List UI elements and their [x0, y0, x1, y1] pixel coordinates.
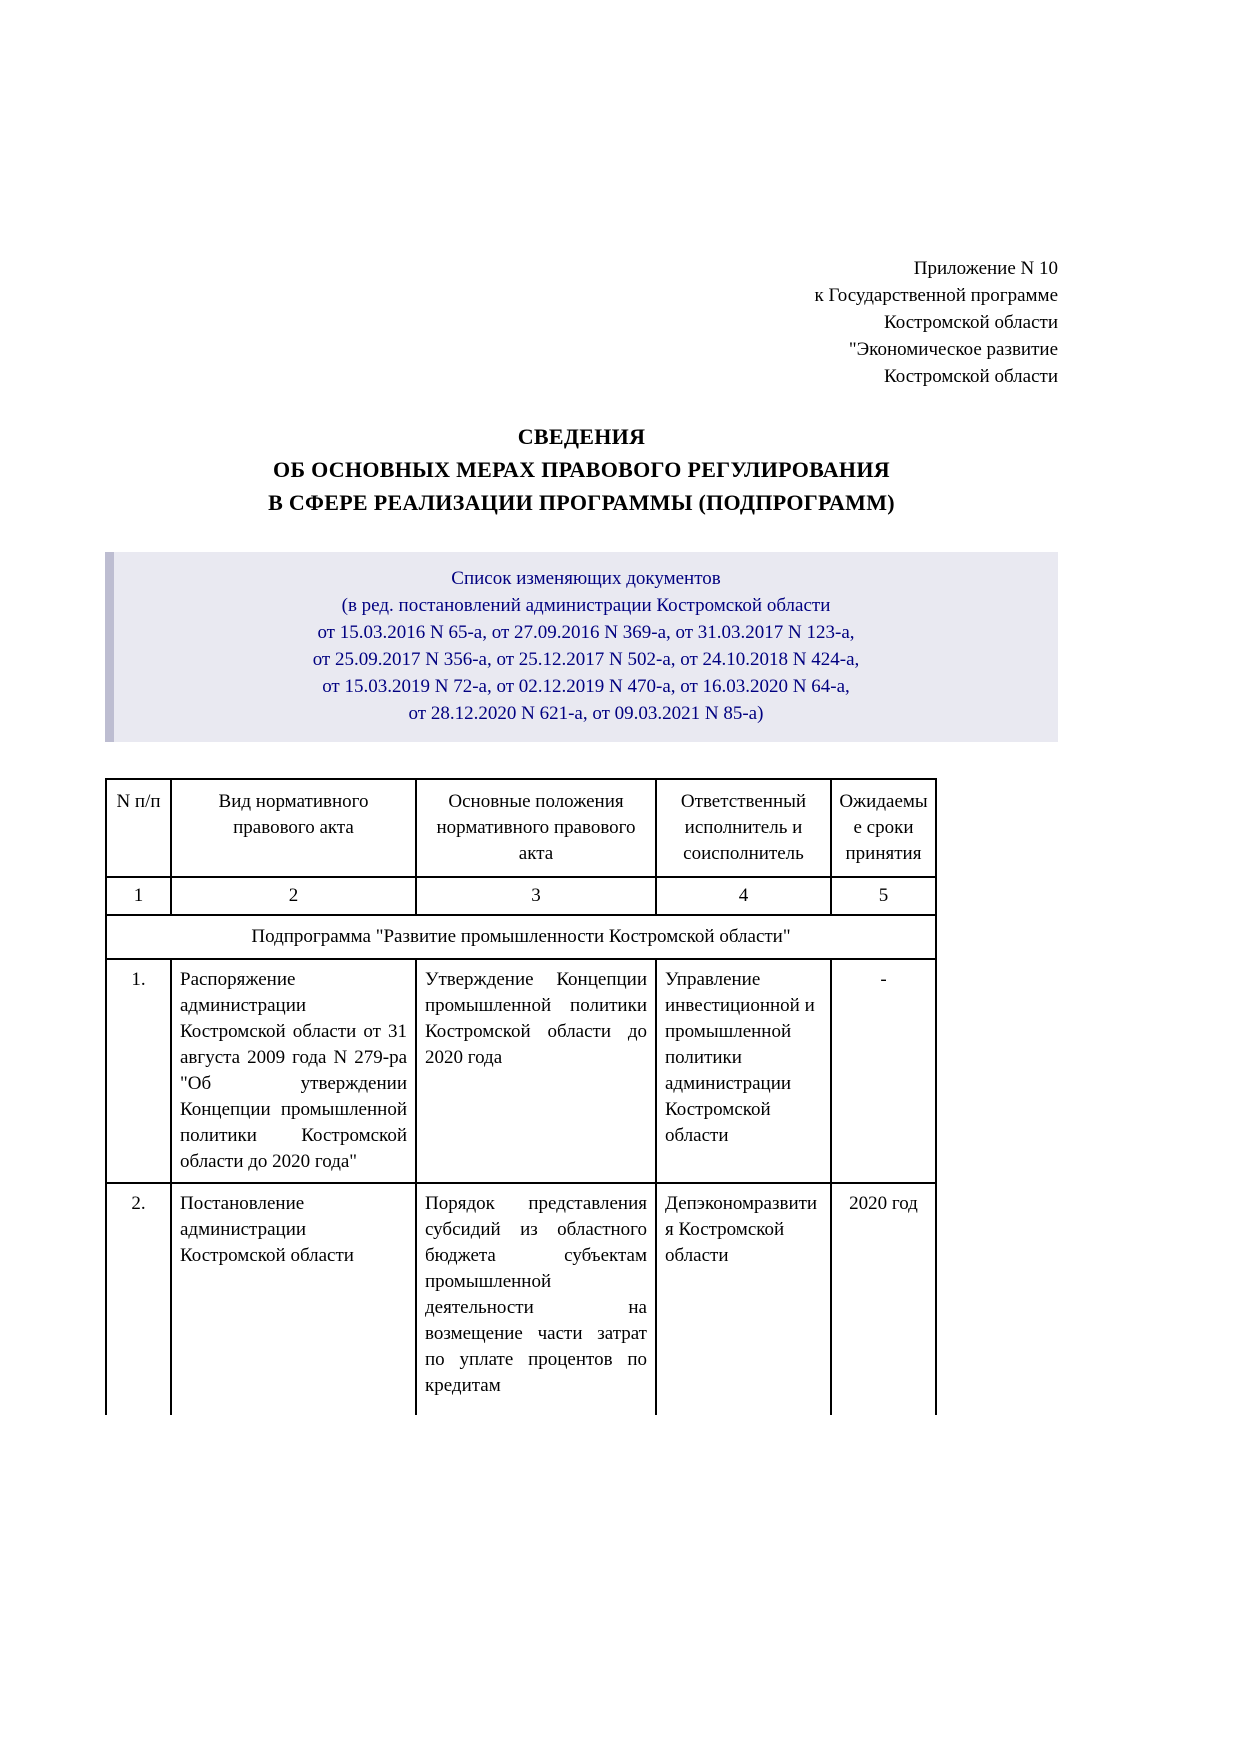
column-number-row: [106, 877, 936, 915]
col-number: 4: [656, 877, 831, 915]
col-number: 5: [831, 877, 936, 915]
annex-block: [105, 255, 1058, 390]
annex-line: Костромской области: [884, 312, 1058, 333]
table-row: [106, 959, 936, 1183]
cell-executor: Депэкономразвития Костромской области: [656, 1183, 831, 1415]
col-header-provisions: Основные положения нормативного правового акта: [416, 779, 656, 877]
amendments-line: Список изменяющих документов: [451, 568, 721, 589]
col-header-term: Ожидаемые сроки принятия: [831, 779, 936, 877]
col-header-num: N п/п: [106, 779, 171, 877]
annex-line: "Экономическое развитие: [848, 339, 1058, 360]
annex-line: к Государственной программе: [814, 285, 1058, 306]
amendments-line: от 25.09.2017 N 356-а, от 25.12.2017 N 502-а, от 24.10.2018 N 424-а,: [312, 649, 860, 670]
col-number: 3: [416, 877, 656, 915]
cell-provisions: Порядок представления субсидий из областного бюджета субъектам промышленной деятельности на возмещение части затрат по уплате процентов по кредитам: [416, 1183, 656, 1415]
annex-line: Костромской области: [884, 366, 1058, 387]
table-header-row: [106, 779, 936, 877]
cell-term: 2020 год: [831, 1183, 936, 1415]
amendments-line: от 28.12.2020 N 621-а, от 09.03.2021 N 85-а): [408, 703, 764, 724]
amendments-line: (в ред. постановлений администрации Костромской области: [341, 595, 831, 616]
regulation-table: [105, 778, 937, 1415]
cell-provisions: Утверждение Концепции промышленной политики Костромской области до 2020 года: [416, 959, 656, 1183]
amendments-line: от 15.03.2019 N 72-а, от 02.12.2019 N 470-а, от 16.03.2020 N 64-а,: [322, 676, 850, 697]
amendments-box: [105, 552, 1058, 742]
cell-act: Постановление администрации Костромской области: [171, 1183, 416, 1415]
cell-term: -: [831, 959, 936, 1183]
cell-executor: Управление инвестиционной и промышленной политики администрации Костромской области: [656, 959, 831, 1183]
col-header-act: Вид нормативного правового акта: [171, 779, 416, 877]
subprogram-section-title: Подпрограмма "Развитие промышленности Костромской области": [106, 915, 936, 959]
title-line: В СФЕРЕ РЕАЛИЗАЦИИ ПРОГРАММЫ (ПОДПРОГРАММ): [268, 490, 895, 515]
cell-row-number: 1.: [106, 959, 171, 1183]
page-title: [105, 420, 1058, 519]
title-line: СВЕДЕНИЯ: [517, 424, 646, 449]
cell-act: Распоряжение администрации Костромской области от 31 августа 2009 года N 279-ра "Об утверждении Концепции промышленной политики Костромской области до 2020 года": [171, 959, 416, 1183]
col-number: 1: [106, 877, 171, 915]
title-line: ОБ ОСНОВНЫХ МЕРАХ ПРАВОВОГО РЕГУЛИРОВАНИЯ: [273, 457, 890, 482]
document-page: [105, 0, 1058, 1415]
col-number: 2: [171, 877, 416, 915]
cell-row-number: 2.: [106, 1183, 171, 1415]
table-row: [106, 1183, 936, 1415]
subprogram-section-row: [106, 915, 936, 959]
annex-line: Приложение N 10: [913, 258, 1058, 279]
col-header-executor: Ответственный исполнитель и соисполнитель: [656, 779, 831, 877]
amendments-line: от 15.03.2016 N 65-а, от 27.09.2016 N 369-а, от 31.03.2017 N 123-а,: [317, 622, 855, 643]
